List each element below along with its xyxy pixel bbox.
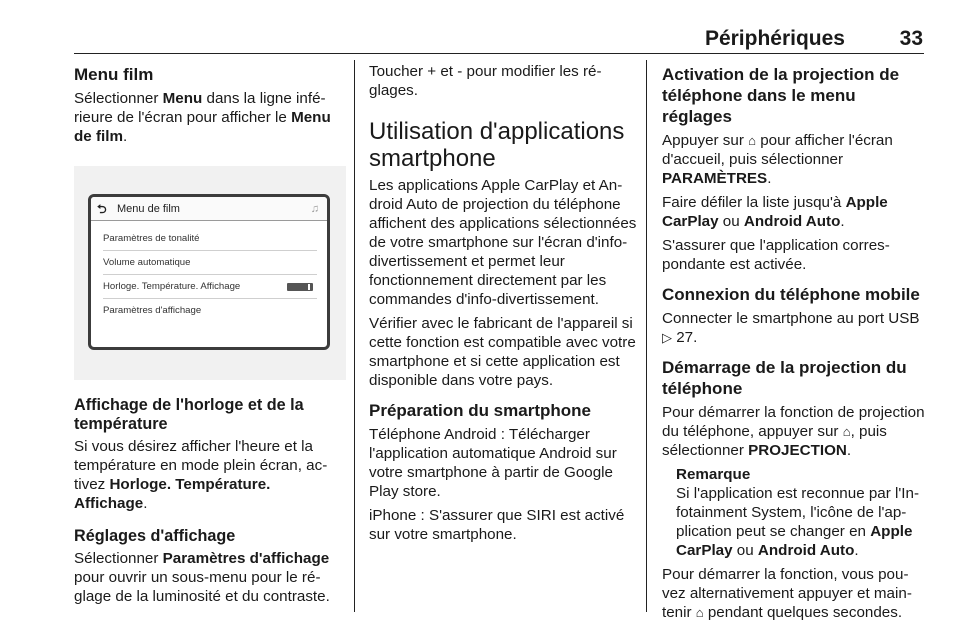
text: . xyxy=(840,213,845,230)
paragraph: iPhone : S'assurer que SIRI est activé sur votre smartphone. xyxy=(369,507,625,543)
paragraph xyxy=(74,437,346,513)
display-screen xyxy=(88,194,330,350)
home-icon: ⌂ xyxy=(748,133,756,148)
paragraph: S'assurer que l'application correspondante est activée. xyxy=(662,237,890,273)
page-number: 33 xyxy=(899,27,923,50)
bold-term: PROJECTION xyxy=(748,442,847,459)
menu-screenshot-figure xyxy=(74,166,346,380)
text: dans la ligne inférieure de l'écran pour afficher le xyxy=(74,90,326,126)
paragraph xyxy=(662,309,926,347)
note-box xyxy=(676,465,926,560)
paragraph xyxy=(662,193,926,231)
bold-term: Apple CarPlay xyxy=(662,194,888,230)
subsection-heading: Affichage de l'horloge et de la température xyxy=(74,396,304,433)
paragraph xyxy=(74,89,346,146)
subsection-heading: Démarrage de la projection du téléphone xyxy=(662,358,907,398)
column-1 xyxy=(74,62,346,611)
text: . xyxy=(854,542,859,559)
text: Pour démarrer la fonction, vous pouvez alternativement appuyer et maintenir xyxy=(662,566,912,621)
paragraph: Vérifier avec le fabricant de l'appareil si cette fonction est compatible avec votre smartphone et si cette application est disponible dans votre pays. xyxy=(369,315,636,389)
text: Sélectionner xyxy=(74,550,163,567)
screen-menu-list xyxy=(91,221,327,323)
text: Connecter le smartphone au port USB xyxy=(662,310,920,327)
screen-title-bar xyxy=(91,197,327,221)
text: Faire défiler la liste jusqu'à xyxy=(662,194,846,211)
text: . xyxy=(143,495,148,512)
text: . xyxy=(846,442,852,459)
paragraph xyxy=(662,403,926,460)
paragraph xyxy=(662,565,926,622)
note-label: Remarque xyxy=(676,466,751,483)
subsection-heading: Préparation du smartphone xyxy=(369,401,591,420)
text: pour ouvrir un sous-menu pour le réglage de la luminosité et du contraste. xyxy=(74,569,330,605)
bold-term: Menu de film xyxy=(74,109,331,145)
column-divider xyxy=(354,60,355,612)
bold-term: PARAMÈTRES xyxy=(662,170,768,187)
bold-term: Paramètres d'affichage xyxy=(162,550,330,567)
section-heading: Menu film xyxy=(74,65,154,84)
text: , puis sélectionner xyxy=(662,423,887,459)
page-title: Périphériques xyxy=(704,27,845,50)
header-rule xyxy=(74,53,924,54)
bold-term: Apple CarPlay xyxy=(676,523,913,559)
text: Si l'application est reconnue par l'Infotainment System, l'icône de l'application peut se changer en xyxy=(676,485,920,540)
column-3 xyxy=(662,62,926,627)
text: Appuyer sur xyxy=(662,132,749,149)
note-text xyxy=(676,484,926,560)
text: Si vous désirez afficher l'heure et la température en mode plein écran, activez xyxy=(74,438,328,493)
subsection-heading: Activation de la projection de téléphone dans le menu réglages xyxy=(662,65,900,126)
column-2 xyxy=(369,62,637,549)
column-divider xyxy=(646,60,647,612)
screen-title: Menu de film xyxy=(117,203,180,215)
paragraph: Les applications Apple CarPlay et Android Auto de projection du téléphone affichent des applications sélectionnées de votre smartphone sur l'écran d'info-divertissement et permet leur fonctionnement directement par les commandes d'info-divertissement. xyxy=(369,177,637,308)
music-note-icon: ♫ xyxy=(310,203,319,215)
screen-menu-item-label: Horloge. Température. Affichage xyxy=(103,281,241,292)
paragraph xyxy=(662,131,926,188)
text: . xyxy=(122,128,128,145)
bold-term: Android Auto xyxy=(743,213,841,230)
paragraph: Toucher + et - pour modifier les réglages. xyxy=(369,63,602,99)
screen-menu-item: Paramètres d'affichage xyxy=(103,305,202,316)
text: ou xyxy=(732,542,758,559)
text: pour afficher l'écran d'accueil, puis sélectionner xyxy=(662,132,893,168)
text: pendant quelques secondes. xyxy=(703,604,903,621)
paragraph xyxy=(74,549,346,606)
home-icon: ⌂ xyxy=(842,424,851,439)
text: Sélectionner xyxy=(74,90,163,107)
bold-term: Android Auto xyxy=(757,542,855,559)
page-header xyxy=(0,0,960,55)
bold-term: Menu xyxy=(162,90,203,107)
bold-term: Horloge. Température. Affichage xyxy=(74,476,271,512)
back-arrow-icon: ⮌ xyxy=(97,202,107,216)
home-icon: ⌂ xyxy=(695,605,704,620)
section-title: Utilisation d'applications smartphone xyxy=(369,118,625,172)
text: Pour démarrer la fonction de projection du téléphone, appuyer sur xyxy=(662,404,925,440)
paragraph: Téléphone Android : Télécharger l'application automatique Android sur votre smartphone à partir de Google Play store. xyxy=(369,426,617,500)
screen-menu-item: Volume automatique xyxy=(103,251,317,275)
text: . xyxy=(767,170,772,187)
screen-menu-item: Paramètres de tonalité xyxy=(103,227,317,251)
page-reference-icon: ▷ xyxy=(662,330,672,345)
subsection-heading: Réglages d'affichage xyxy=(74,527,236,545)
toggle-switch-icon xyxy=(287,283,313,291)
subsection-heading: Connexion du téléphone mobile xyxy=(662,285,920,304)
page-reference: 27. xyxy=(672,329,698,346)
text: ou xyxy=(718,213,744,230)
screen-menu-item xyxy=(103,275,317,299)
